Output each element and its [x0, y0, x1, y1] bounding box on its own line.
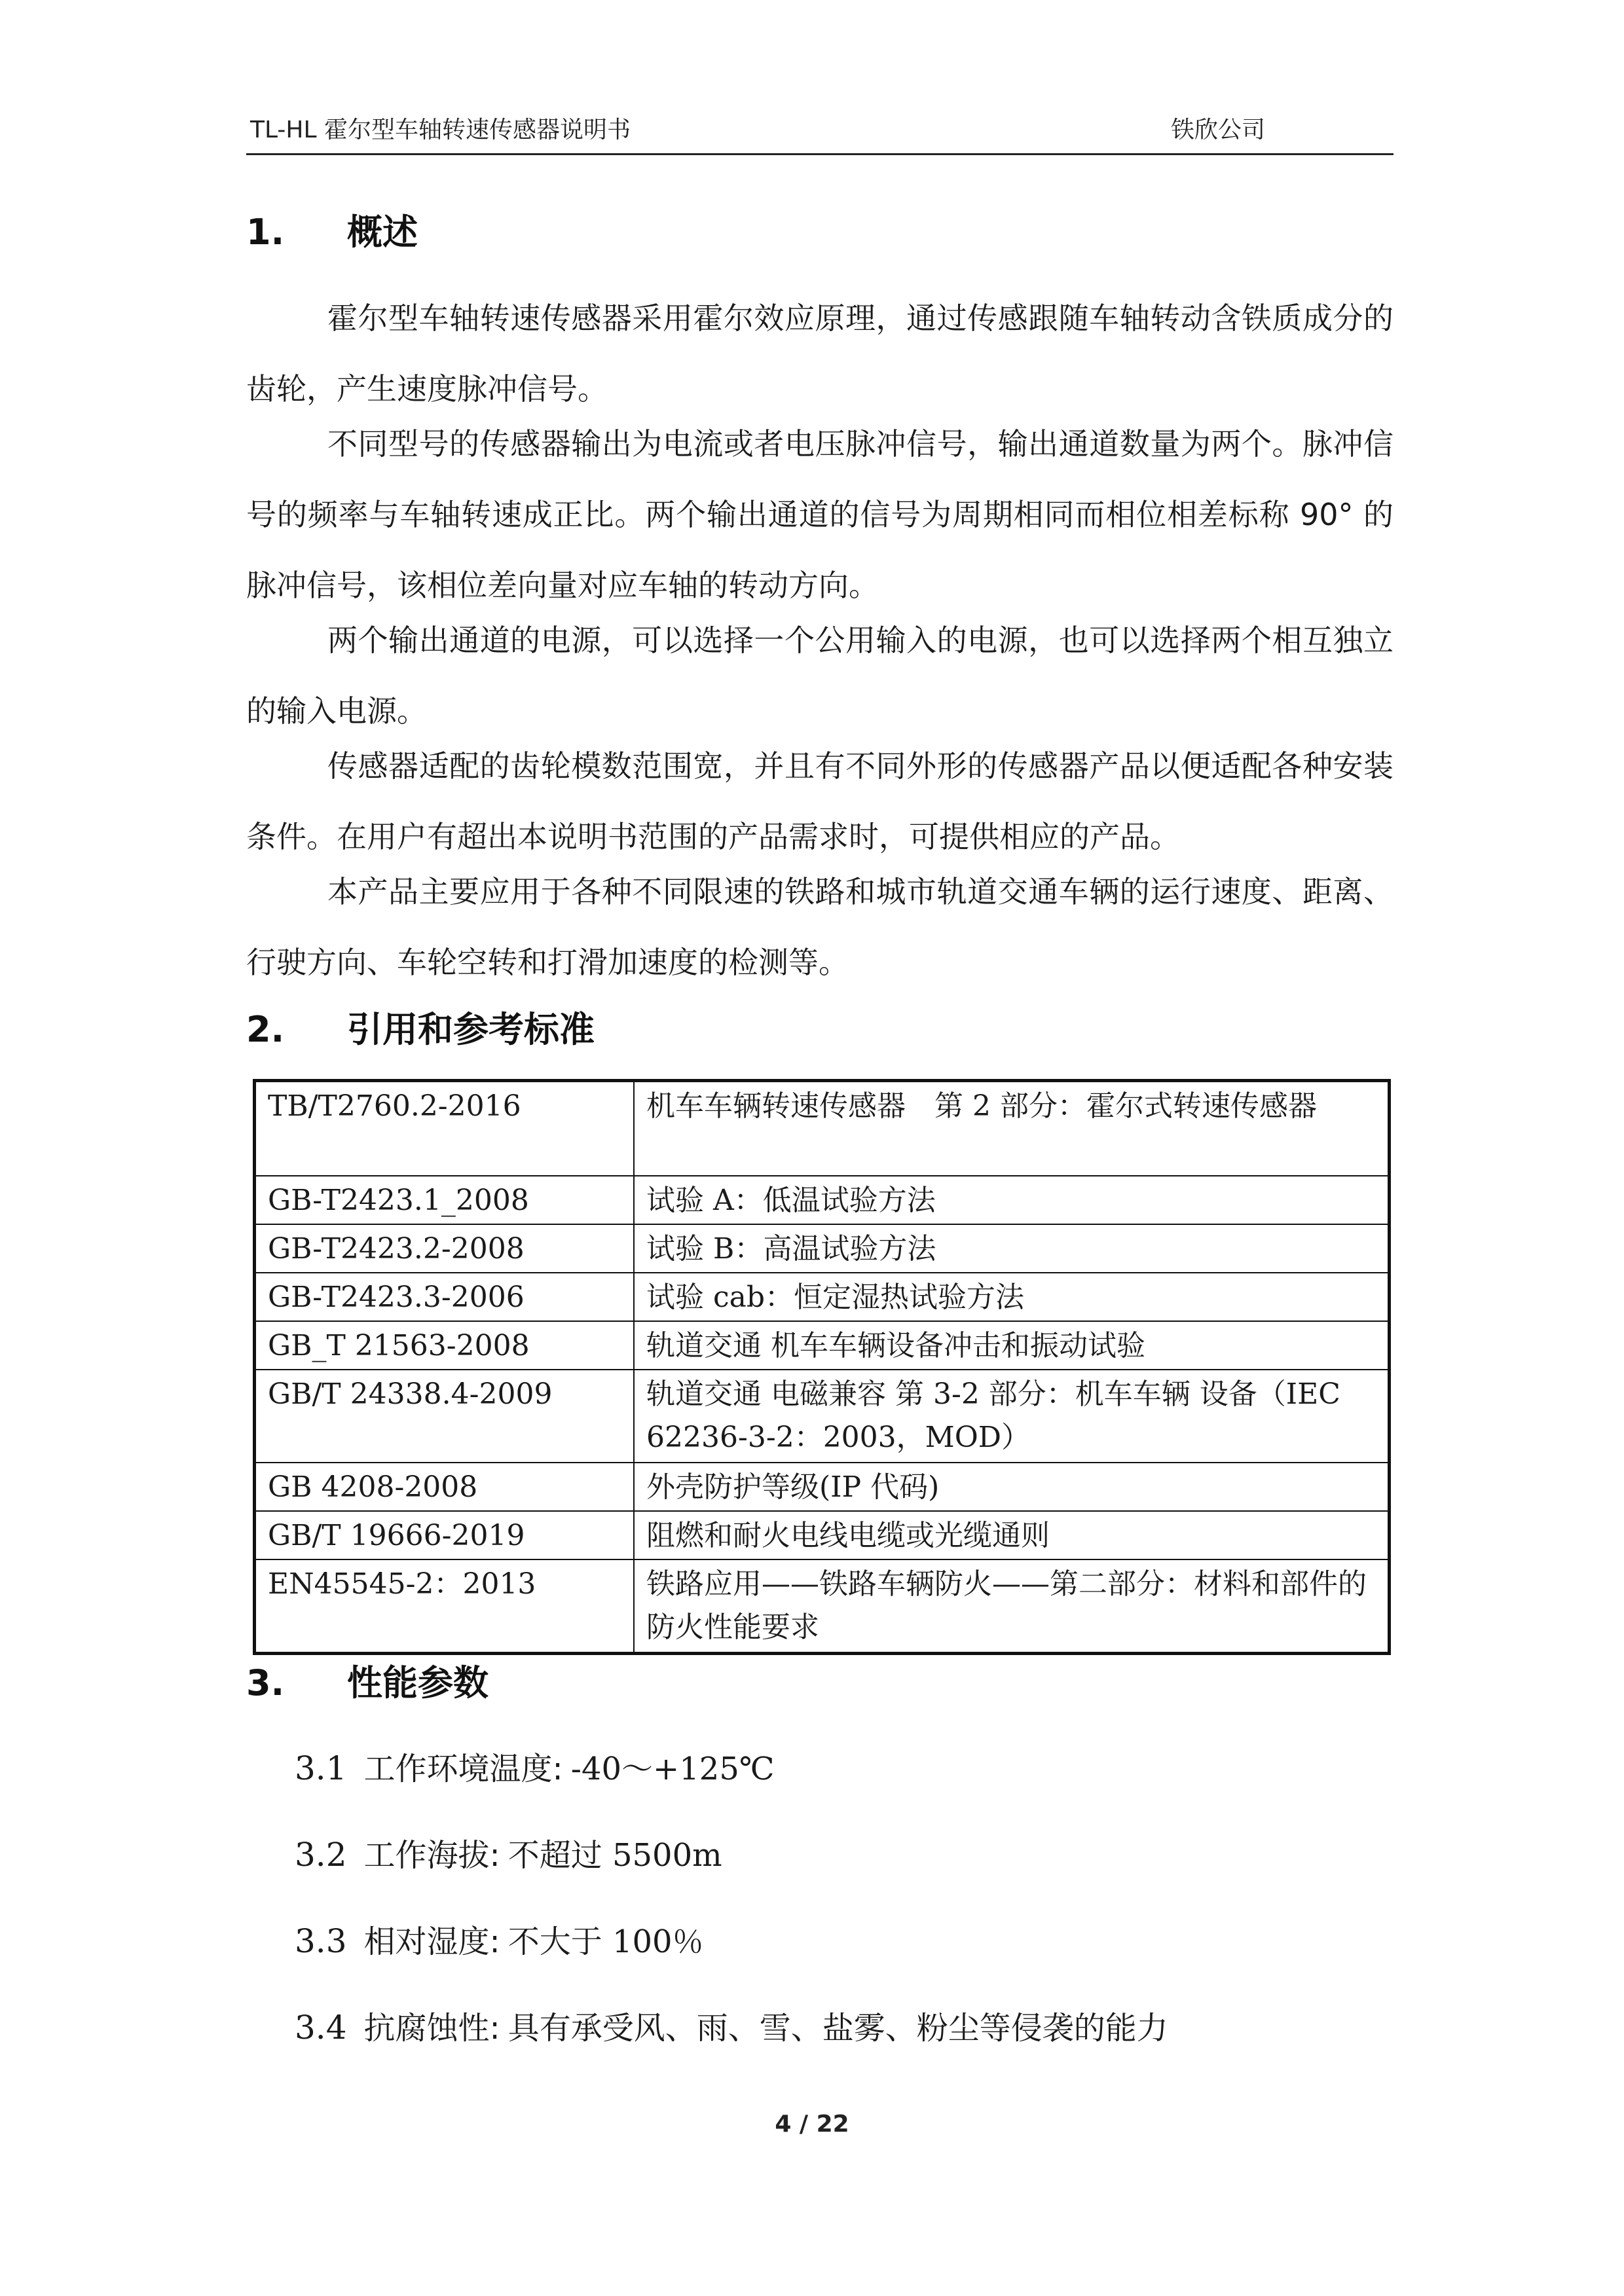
- section-heading-standards: [246, 1007, 595, 1053]
- param-colon: :: [552, 1751, 563, 1787]
- standard-code: GB/T 19666-2019: [255, 1511, 635, 1559]
- param-value: -40～+125℃: [570, 1751, 775, 1787]
- standard-name: 试验 cab：恒定湿热试验方法: [634, 1273, 1390, 1321]
- param-number: 3.1: [295, 1749, 347, 1787]
- param-item: [295, 1745, 775, 1793]
- standard-code: GB-T2423.2-2008: [255, 1224, 635, 1273]
- param-label: 工作环境温度: [363, 1751, 553, 1787]
- param-value: 具有承受风、雨、雪、盐雾、粉尘等侵袭的能力: [507, 2010, 1168, 2047]
- standard-name: 轨道交通 机车车辆设备冲击和振动试验: [634, 1321, 1390, 1370]
- section-title: 概述: [347, 211, 418, 253]
- standard-name: 外壳防护等级(IP 代码): [634, 1463, 1390, 1511]
- param-number: 3.4: [295, 2009, 347, 2047]
- param-label: 工作海拔: [363, 1837, 490, 1874]
- table-row: [255, 1511, 1390, 1559]
- section-heading-performance: [246, 1660, 489, 1706]
- page-number: 4 / 22: [775, 2111, 849, 2138]
- param-item: [295, 1832, 722, 1879]
- table-row: [255, 1463, 1390, 1511]
- standard-name: 机车车辆转速传感器 第 2 部分：霍尔式转速传感器: [634, 1081, 1390, 1176]
- table-row: [255, 1321, 1390, 1370]
- standard-code: TB/T2760.2-2016: [255, 1081, 635, 1176]
- table-row: [255, 1273, 1390, 1321]
- section-number: 1.: [246, 211, 285, 253]
- param-label: 抗腐蚀性: [363, 2010, 490, 2047]
- param-colon: :: [489, 2010, 500, 2047]
- paragraph: 传感器适配的齿轮模数范围宽，并且有不同外形的传感器产品以便适配各种安装条件。在用户有超出本说明书范围的产品需求时，可提供相应的产品。: [246, 748, 1393, 854]
- paragraph: 本产品主要应用于各种不同限速的铁路和城市轨道交通车辆的运行速度、距离、行驶方向、车轮空转和打滑加速度的检测等。: [246, 874, 1393, 980]
- standard-code: GB_T 21563-2008: [255, 1321, 635, 1370]
- header-company: 铁欣公司: [1171, 117, 1266, 143]
- page-header: [246, 113, 1393, 155]
- header-title: TL-HL 霍尔型车轴转速传感器说明书: [250, 117, 631, 143]
- section-heading-overview: [246, 210, 418, 255]
- section-title: 引用和参考标准: [347, 1009, 595, 1050]
- standard-code: GB/T 24338.4-2009: [255, 1370, 635, 1463]
- param-item: [295, 2005, 1168, 2052]
- standard-code: GB-T2423.1_2008: [255, 1176, 635, 1224]
- param-colon: :: [489, 1837, 500, 1874]
- standard-name: 铁路应用——铁路车辆防火——第二部分：材料和部件的防火性能要求: [634, 1559, 1390, 1654]
- table-row: [255, 1081, 1390, 1176]
- standard-name: 阻燃和耐火电线电缆或光缆通则: [634, 1511, 1390, 1559]
- param-number: 3.2: [295, 1836, 347, 1874]
- section-title: 性能参数: [347, 1662, 489, 1704]
- table-row: [255, 1176, 1390, 1224]
- paragraph: 霍尔型车轴转速传感器采用霍尔效应原理，通过传感跟随车轴转动含铁质成分的齿轮，产生速度脉冲信号。: [246, 301, 1393, 407]
- standard-name: 试验 A：低温试验方法: [634, 1176, 1390, 1224]
- paragraph: 不同型号的传感器输出为电流或者电压脉冲信号，输出通道数量为两个。脉冲信号的频率与车轴转速成正比。两个输出通道的信号为周期相同而相位相差标称 90° 的脉冲信号，该相位差向量对应车轴的转动方向。: [246, 426, 1393, 603]
- paragraph: 两个输出通道的电源，可以选择一个公用输入的电源，也可以选择两个相互独立的输入电源。: [246, 623, 1393, 729]
- standards-table: [253, 1079, 1391, 1655]
- param-value: 不大于 100％: [507, 1923, 704, 1960]
- param-item: [295, 1918, 704, 1965]
- param-colon: :: [489, 1923, 500, 1960]
- param-value: 不超过 5500m: [507, 1837, 722, 1874]
- standard-code: GB 4208-2008: [255, 1463, 635, 1511]
- table-row: [255, 1370, 1390, 1463]
- param-number: 3.3: [295, 1922, 347, 1960]
- section-number: 3.: [246, 1662, 285, 1704]
- standard-code: EN45545-2：2013: [255, 1559, 635, 1654]
- param-label: 相对湿度: [363, 1923, 490, 1960]
- table-row: [255, 1559, 1390, 1654]
- standard-code: GB-T2423.3-2006: [255, 1273, 635, 1321]
- standard-name: 试验 B：高温试验方法: [634, 1224, 1390, 1273]
- table-row: [255, 1224, 1390, 1273]
- section-number: 2.: [246, 1009, 285, 1050]
- standard-name: 轨道交通 电磁兼容 第 3-2 部分：机车车辆 设备（IEC 62236-3-2：2003，MOD）: [634, 1370, 1390, 1463]
